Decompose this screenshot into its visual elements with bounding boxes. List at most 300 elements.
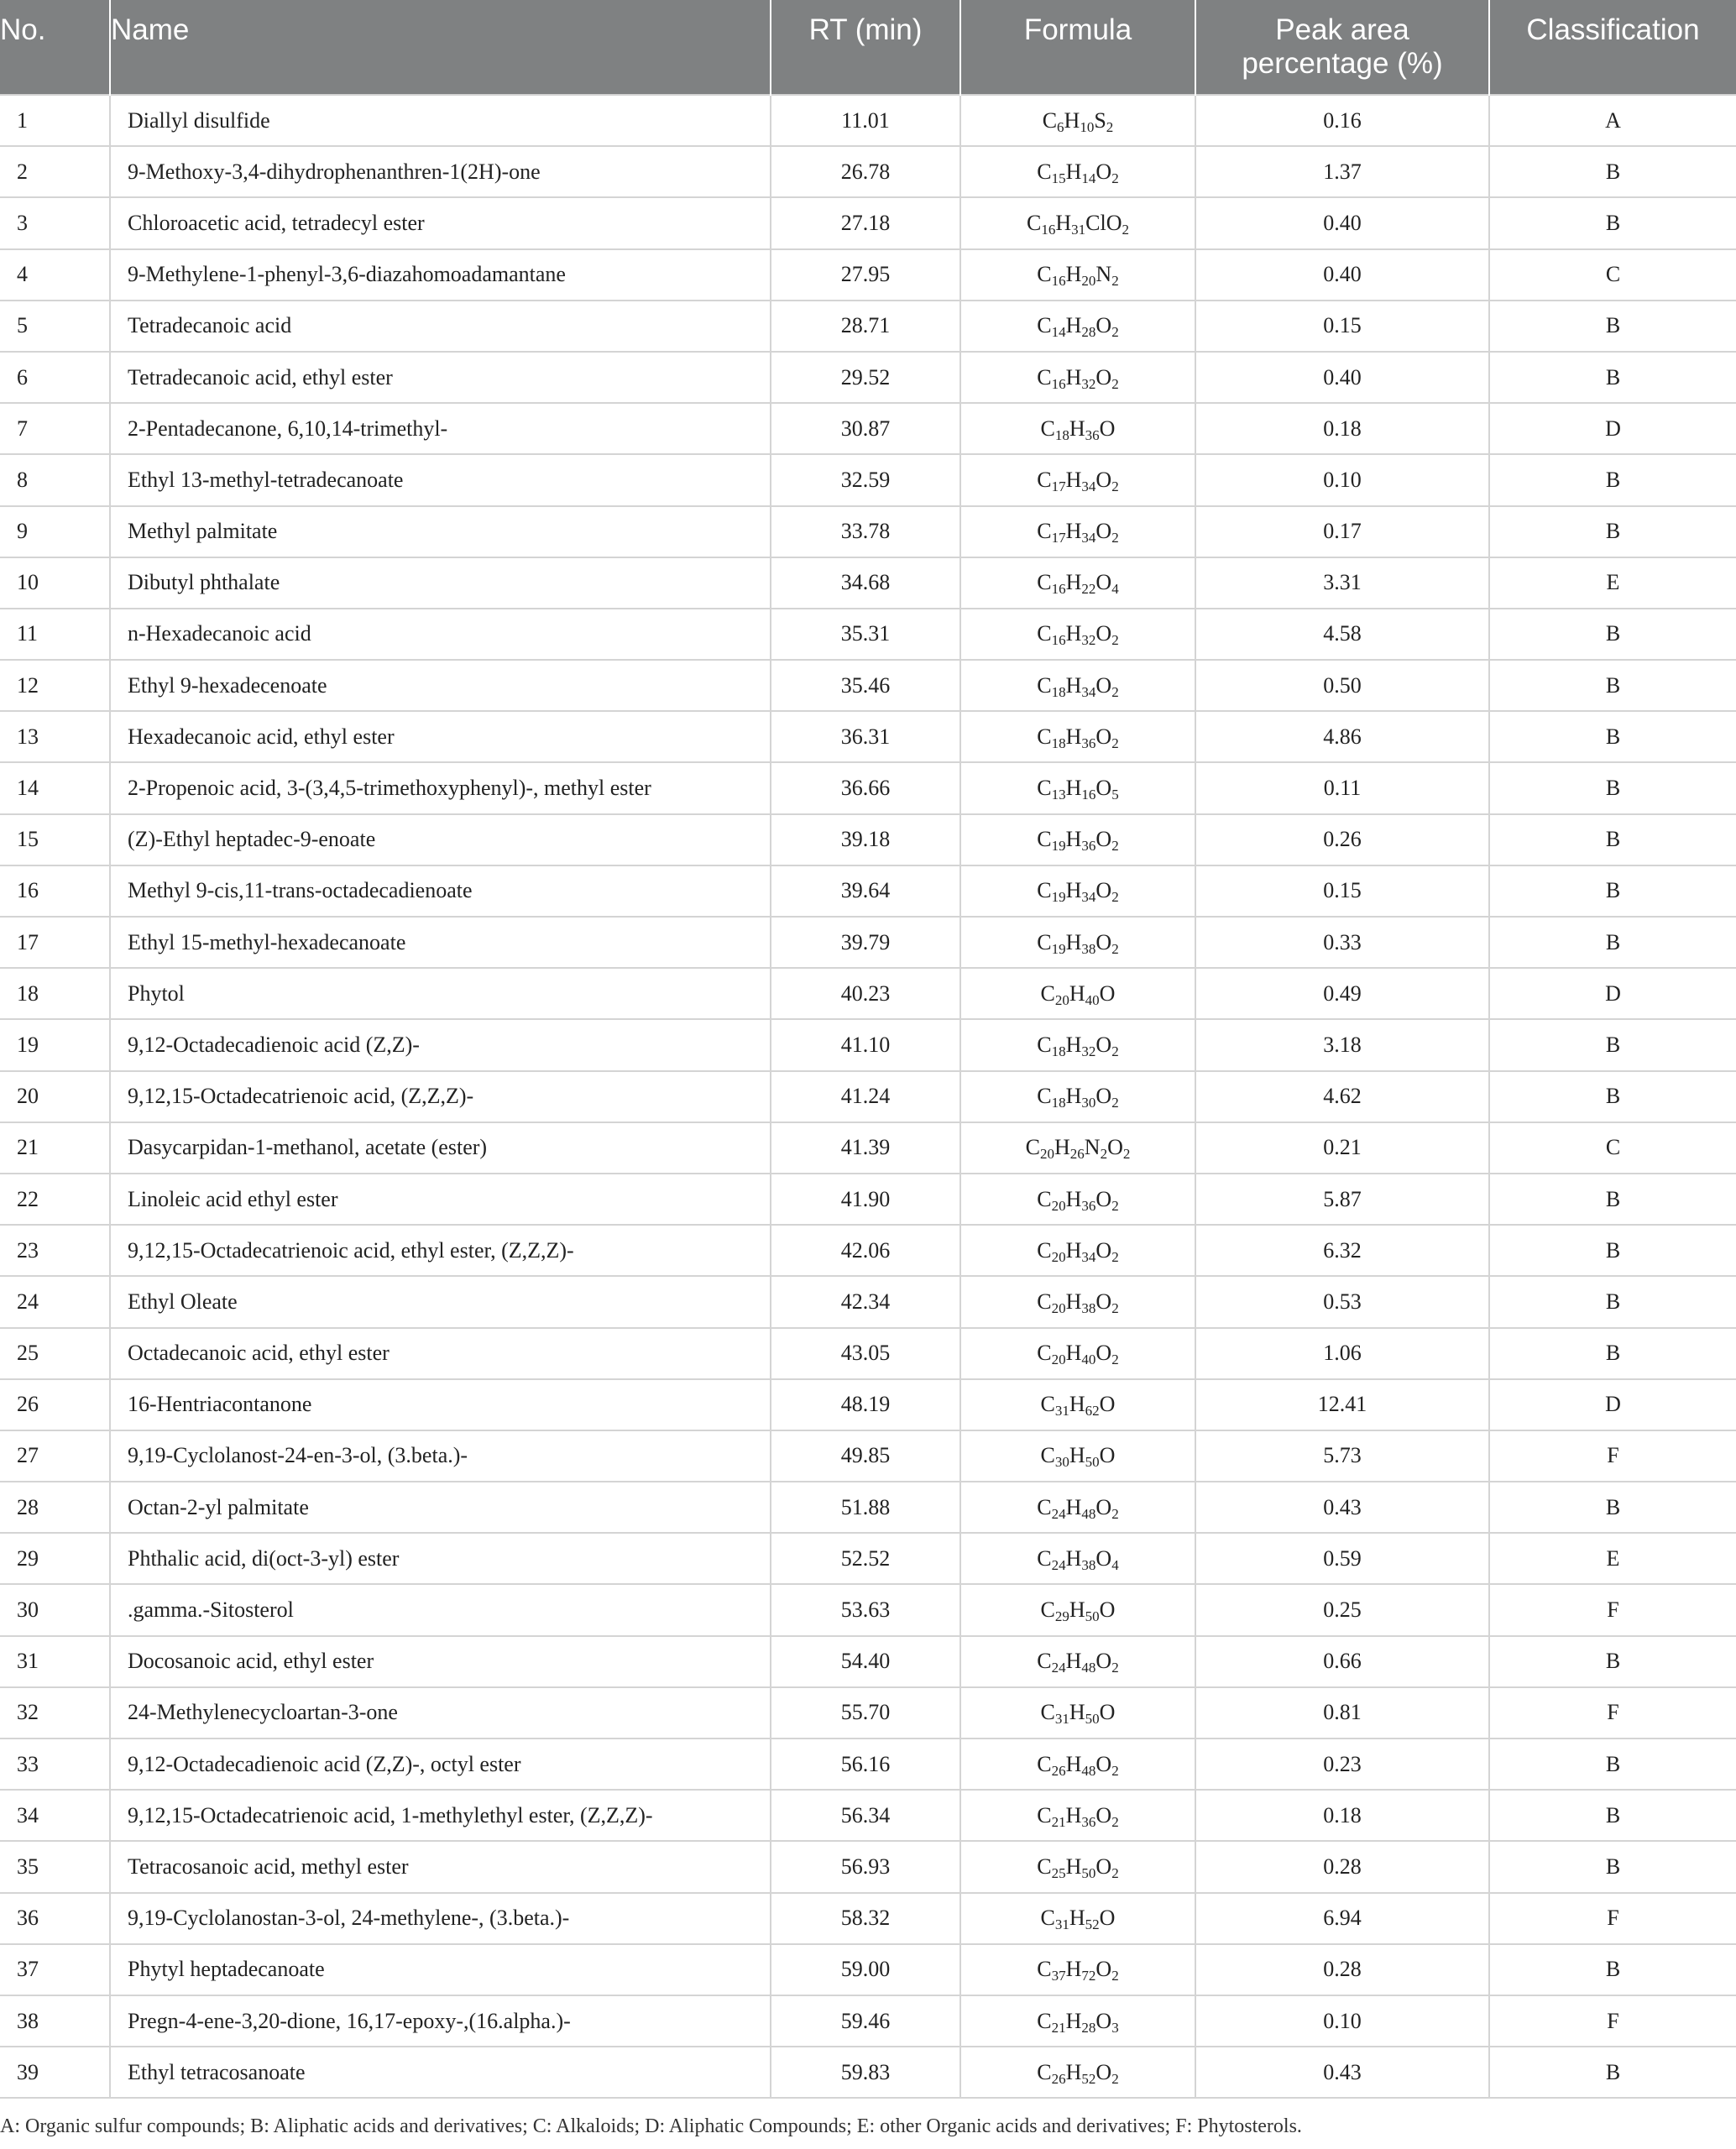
table-row <box>0 1174 1736 1225</box>
cell-name: Ethyl tetracosanoate <box>110 2047 771 2098</box>
table-row <box>0 197 1736 248</box>
cell-formula <box>960 1841 1195 1892</box>
cell-name: Dibutyl phthalate <box>110 557 771 609</box>
chemical-formula: $C_{24}H_{48}O_2$ <box>1037 1494 1119 1522</box>
cell-rt: 59.83 <box>771 2047 960 2098</box>
chemical-formula: $C_{20}H_{38}O_2$ <box>1037 1289 1119 1316</box>
cell-no: 5 <box>0 301 110 352</box>
cell-no: 6 <box>0 352 110 403</box>
cell-name: n-Hexadecanoic acid <box>110 609 771 660</box>
cell-formula <box>960 865 1195 917</box>
cell-peak-area: 0.16 <box>1195 95 1489 146</box>
cell-peak-area: 0.53 <box>1195 1276 1489 1327</box>
cell-formula <box>960 1584 1195 1635</box>
cell-no: 18 <box>0 968 110 1019</box>
cell-classification: D <box>1489 1379 1736 1430</box>
cell-classification: B <box>1489 1482 1736 1533</box>
cell-name: Ethyl 13-methyl-tetradecanoate <box>110 454 771 505</box>
cell-rt: 43.05 <box>771 1328 960 1379</box>
cell-no: 21 <box>0 1122 110 1174</box>
cell-name: Tetradecanoic acid <box>110 301 771 352</box>
cell-peak-area: 0.59 <box>1195 1533 1489 1584</box>
cell-no: 30 <box>0 1584 110 1635</box>
cell-classification: B <box>1489 2047 1736 2098</box>
chemical-formula: $C_{19}H_{38}O_2$ <box>1037 929 1119 957</box>
chemical-formula: $C_{20}H_{40}O$ <box>1040 980 1116 1008</box>
cell-classification: B <box>1489 1790 1736 1841</box>
cell-peak-area: 0.40 <box>1195 197 1489 248</box>
cell-rt: 42.06 <box>771 1225 960 1276</box>
cell-peak-area: 1.06 <box>1195 1328 1489 1379</box>
cell-formula <box>960 352 1195 403</box>
cell-rt: 59.00 <box>771 1944 960 1995</box>
cell-rt: 53.63 <box>771 1584 960 1635</box>
cell-formula <box>960 1174 1195 1225</box>
col-header-formula: Formula <box>960 0 1195 95</box>
cell-rt: 41.10 <box>771 1019 960 1070</box>
cell-name: 9,12,15-Octadecatrienoic acid, ethyl ester, (Z,Z,Z)- <box>110 1225 771 1276</box>
cell-peak-area: 0.40 <box>1195 352 1489 403</box>
cell-formula <box>960 1122 1195 1174</box>
cell-name: 9,19-Cyclolanostan-3-ol, 24-methylene-, (3.beta.)- <box>110 1893 771 1944</box>
cell-peak-area: 1.37 <box>1195 146 1489 197</box>
cell-peak-area: 5.73 <box>1195 1430 1489 1482</box>
table-row <box>0 865 1736 917</box>
cell-no: 34 <box>0 1790 110 1841</box>
chemical-formula: $C_{20}H_{36}O_2$ <box>1037 1186 1119 1214</box>
cell-rt: 35.46 <box>771 660 960 711</box>
cell-formula <box>960 711 1195 762</box>
table-row <box>0 146 1736 197</box>
cell-classification: B <box>1489 1739 1736 1790</box>
cell-rt: 28.71 <box>771 301 960 352</box>
cell-name: Linoleic acid ethyl ester <box>110 1174 771 1225</box>
table-row <box>0 1276 1736 1327</box>
table-row <box>0 249 1736 301</box>
cell-peak-area: 0.11 <box>1195 762 1489 813</box>
cell-classification: B <box>1489 609 1736 660</box>
cell-rt: 40.23 <box>771 968 960 1019</box>
table-row <box>0 1430 1736 1482</box>
cell-classification: F <box>1489 1893 1736 1944</box>
cell-classification: B <box>1489 301 1736 352</box>
table-row <box>0 660 1736 711</box>
cell-peak-area: 0.17 <box>1195 506 1489 557</box>
cell-classification: B <box>1489 814 1736 865</box>
cell-classification: B <box>1489 1636 1736 1687</box>
chemical-formula: $C_{18}H_{36}O_2$ <box>1037 724 1119 751</box>
cell-peak-area: 0.21 <box>1195 1122 1489 1174</box>
cell-peak-area: 0.18 <box>1195 403 1489 454</box>
cell-no: 13 <box>0 711 110 762</box>
cell-name: Methyl palmitate <box>110 506 771 557</box>
chemical-formula: $C_{16}H_{32}O_2$ <box>1037 364 1119 392</box>
cell-no: 23 <box>0 1225 110 1276</box>
cell-formula <box>960 454 1195 505</box>
cell-name: Chloroacetic acid, tetradecyl ester <box>110 197 771 248</box>
cell-no: 1 <box>0 95 110 146</box>
cell-no: 8 <box>0 454 110 505</box>
table-row <box>0 1790 1736 1841</box>
col-header-classification: Classification <box>1489 0 1736 95</box>
cell-formula <box>960 557 1195 609</box>
cell-classification: B <box>1489 711 1736 762</box>
cell-formula <box>960 1276 1195 1327</box>
cell-formula <box>960 1893 1195 1944</box>
cell-classification: B <box>1489 1328 1736 1379</box>
cell-no: 20 <box>0 1071 110 1122</box>
cell-classification: E <box>1489 557 1736 609</box>
cell-name: 9,12,15-Octadecatrienoic acid, 1-methylethyl ester, (Z,Z,Z)- <box>110 1790 771 1841</box>
cell-no: 16 <box>0 865 110 917</box>
table-row <box>0 454 1736 505</box>
table-row <box>0 968 1736 1019</box>
table-row <box>0 1739 1736 1790</box>
chemical-formula: $C_{26}H_{52}O_2$ <box>1037 2059 1119 2087</box>
cell-formula <box>960 1379 1195 1430</box>
cell-formula <box>960 506 1195 557</box>
cell-name: Diallyl disulfide <box>110 95 771 146</box>
cell-peak-area: 0.15 <box>1195 865 1489 917</box>
chemical-formula: $C_{17}H_{34}O_2$ <box>1037 519 1119 546</box>
cell-formula <box>960 1533 1195 1584</box>
chemical-formula: $C_{16}H_{32}O_2$ <box>1037 621 1119 649</box>
table-row <box>0 95 1736 146</box>
cell-name: Dasycarpidan-1-methanol, acetate (ester) <box>110 1122 771 1174</box>
cell-peak-area: 6.94 <box>1195 1893 1489 1944</box>
cell-name: (Z)-Ethyl heptadec-9-enoate <box>110 814 771 865</box>
chemical-formula: $C_{31}H_{52}O$ <box>1040 1906 1116 1933</box>
cell-rt: 41.90 <box>771 1174 960 1225</box>
table-body <box>0 95 1736 2098</box>
chemical-formula: $C_{19}H_{34}O_2$ <box>1037 878 1119 906</box>
table-row <box>0 1328 1736 1379</box>
cell-name: 2-Pentadecanone, 6,10,14-trimethyl- <box>110 403 771 454</box>
cell-name: Pregn-4-ene-3,20-dione, 16,17-epoxy-,(16.alpha.)- <box>110 1995 771 2047</box>
col-header-no: No. <box>0 0 110 95</box>
table-row <box>0 609 1736 660</box>
cell-rt: 39.79 <box>771 917 960 968</box>
cell-rt: 32.59 <box>771 454 960 505</box>
cell-classification: B <box>1489 917 1736 968</box>
cell-name: Tetracosanoic acid, methyl ester <box>110 1841 771 1892</box>
cell-rt: 41.24 <box>771 1071 960 1122</box>
cell-peak-area: 0.43 <box>1195 2047 1489 2098</box>
cell-peak-area: 0.23 <box>1195 1739 1489 1790</box>
cell-name: Octan-2-yl palmitate <box>110 1482 771 1533</box>
cell-formula <box>960 1687 1195 1739</box>
table-row <box>0 352 1736 403</box>
cell-name: 16-Hentriacontanone <box>110 1379 771 1430</box>
chemical-formula: $C_{20}H_{26}N_2O_2$ <box>1025 1135 1131 1163</box>
cell-no: 10 <box>0 557 110 609</box>
col-header-peak-line1: Peak area <box>1275 13 1409 46</box>
cell-no: 25 <box>0 1328 110 1379</box>
table-row <box>0 1225 1736 1276</box>
table-row <box>0 301 1736 352</box>
cell-no: 15 <box>0 814 110 865</box>
cell-formula <box>960 1636 1195 1687</box>
cell-no: 38 <box>0 1995 110 2047</box>
cell-formula <box>960 1790 1195 1841</box>
cell-rt: 42.34 <box>771 1276 960 1327</box>
cell-name: 9,12-Octadecadienoic acid (Z,Z)- <box>110 1019 771 1070</box>
cell-peak-area: 6.32 <box>1195 1225 1489 1276</box>
cell-classification: D <box>1489 968 1736 1019</box>
cell-formula <box>960 1482 1195 1533</box>
cell-formula <box>960 1071 1195 1122</box>
cell-classification: D <box>1489 403 1736 454</box>
cell-rt: 39.18 <box>771 814 960 865</box>
table-row <box>0 1533 1736 1584</box>
table-row <box>0 917 1736 968</box>
cell-formula <box>960 146 1195 197</box>
cell-no: 14 <box>0 762 110 813</box>
chemical-formula: $C_{30}H_{50}O$ <box>1040 1443 1116 1471</box>
cell-formula <box>960 1739 1195 1790</box>
cell-no: 39 <box>0 2047 110 2098</box>
cell-rt: 52.52 <box>771 1533 960 1584</box>
cell-peak-area: 0.66 <box>1195 1636 1489 1687</box>
cell-peak-area: 0.10 <box>1195 454 1489 505</box>
chemical-formula: $C_{13}H_{16}O_5$ <box>1037 776 1119 803</box>
cell-rt: 55.70 <box>771 1687 960 1739</box>
cell-no: 11 <box>0 609 110 660</box>
chemical-formula: $C_{31}H_{50}O$ <box>1040 1700 1116 1728</box>
cell-no: 37 <box>0 1944 110 1995</box>
chemical-formula: $C_{14}H_{28}O_2$ <box>1037 313 1119 341</box>
cell-name: 9-Methylene-1-phenyl-3,6-diazahomoadamantane <box>110 249 771 301</box>
cell-rt: 29.52 <box>771 352 960 403</box>
chemical-formula: $C_{18}H_{30}O_2$ <box>1037 1084 1119 1111</box>
cell-classification: B <box>1489 1944 1736 1995</box>
chemical-formula: $C_{18}H_{36}O$ <box>1040 416 1116 443</box>
chemical-formula: $C_{18}H_{34}O_2$ <box>1037 672 1119 700</box>
cell-no: 2 <box>0 146 110 197</box>
chemical-formula: $C_{26}H_{48}O_2$ <box>1037 1751 1119 1779</box>
cell-rt: 54.40 <box>771 1636 960 1687</box>
cell-formula <box>960 403 1195 454</box>
table-row <box>0 557 1736 609</box>
cell-formula <box>960 660 1195 711</box>
cell-peak-area: 0.50 <box>1195 660 1489 711</box>
cell-classification: F <box>1489 1584 1736 1635</box>
cell-classification: B <box>1489 865 1736 917</box>
cell-no: 12 <box>0 660 110 711</box>
cell-peak-area: 3.31 <box>1195 557 1489 609</box>
chemical-formula: $C_{20}H_{34}O_2$ <box>1037 1237 1119 1265</box>
cell-name: Phytol <box>110 968 771 1019</box>
cell-peak-area: 0.18 <box>1195 1790 1489 1841</box>
chemical-formula: $C_{21}H_{36}O_2$ <box>1037 1802 1119 1830</box>
cell-rt: 35.31 <box>771 609 960 660</box>
cell-no: 3 <box>0 197 110 248</box>
cell-formula <box>960 1328 1195 1379</box>
cell-formula <box>960 249 1195 301</box>
col-header-rt: RT (min) <box>771 0 960 95</box>
chemical-formula: $C_{15}H_{14}O_2$ <box>1037 159 1119 186</box>
cell-no: 17 <box>0 917 110 968</box>
chemical-formula: $C_{16}H_{31}ClO_2$ <box>1027 210 1129 238</box>
cell-no: 28 <box>0 1482 110 1533</box>
cell-classification: B <box>1489 506 1736 557</box>
cell-peak-area: 0.28 <box>1195 1944 1489 1995</box>
cell-peak-area: 4.58 <box>1195 609 1489 660</box>
cell-rt: 27.18 <box>771 197 960 248</box>
cell-formula <box>960 762 1195 813</box>
cell-formula <box>960 609 1195 660</box>
cell-rt: 26.78 <box>771 146 960 197</box>
cell-classification: A <box>1489 95 1736 146</box>
cell-rt: 41.39 <box>771 1122 960 1174</box>
cell-formula <box>960 95 1195 146</box>
cell-rt: 36.31 <box>771 711 960 762</box>
cell-classification: B <box>1489 454 1736 505</box>
cell-peak-area: 0.49 <box>1195 968 1489 1019</box>
chemical-formula: $C_{18}H_{32}O_2$ <box>1037 1032 1119 1059</box>
cell-peak-area: 4.86 <box>1195 711 1489 762</box>
cell-no: 24 <box>0 1276 110 1327</box>
cell-rt: 56.34 <box>771 1790 960 1841</box>
cell-rt: 58.32 <box>771 1893 960 1944</box>
cell-peak-area: 0.15 <box>1195 301 1489 352</box>
table-row <box>0 1995 1736 2047</box>
table-row <box>0 1071 1736 1122</box>
cell-name: 9,19-Cyclolanost-24-en-3-ol, (3.beta.)- <box>110 1430 771 1482</box>
cell-no: 35 <box>0 1841 110 1892</box>
cell-formula <box>960 917 1195 968</box>
cell-classification: B <box>1489 1071 1736 1122</box>
cell-peak-area: 0.25 <box>1195 1584 1489 1635</box>
table-row <box>0 1584 1736 1635</box>
cell-classification: F <box>1489 1430 1736 1482</box>
cell-peak-area: 0.40 <box>1195 249 1489 301</box>
cell-name: Phthalic acid, di(oct-3-yl) ester <box>110 1533 771 1584</box>
cell-peak-area: 12.41 <box>1195 1379 1489 1430</box>
cell-classification: B <box>1489 1174 1736 1225</box>
cell-no: 19 <box>0 1019 110 1070</box>
chemical-formula: $C_{25}H_{50}O_2$ <box>1037 1854 1119 1881</box>
cell-classification: B <box>1489 352 1736 403</box>
cell-name: Octadecanoic acid, ethyl ester <box>110 1328 771 1379</box>
chemical-formula: $C_{20}H_{40}O_2$ <box>1037 1341 1119 1368</box>
cell-rt: 33.78 <box>771 506 960 557</box>
cell-peak-area: 4.62 <box>1195 1071 1489 1122</box>
table-row <box>0 1687 1736 1739</box>
cell-no: 26 <box>0 1379 110 1430</box>
cell-rt: 30.87 <box>771 403 960 454</box>
cell-name: Ethyl 15-methyl-hexadecanoate <box>110 917 771 968</box>
chemical-formula: $C_{16}H_{22}O_4$ <box>1037 570 1119 598</box>
cell-classification: B <box>1489 1276 1736 1327</box>
cell-rt: 36.66 <box>771 762 960 813</box>
chemical-formula: $C_{21}H_{28}O_3$ <box>1037 2008 1119 2036</box>
cell-name: Hexadecanoic acid, ethyl ester <box>110 711 771 762</box>
header-row <box>0 0 1736 95</box>
table-row <box>0 1122 1736 1174</box>
cell-rt: 59.46 <box>771 1995 960 2047</box>
cell-classification: E <box>1489 1533 1736 1584</box>
cell-formula <box>960 2047 1195 2098</box>
cell-classification: B <box>1489 197 1736 248</box>
chemical-formula: $C_{24}H_{38}O_4$ <box>1037 1545 1119 1573</box>
cell-formula <box>960 814 1195 865</box>
cell-name: Methyl 9-cis,11-trans-octadecadienoate <box>110 865 771 917</box>
chemical-formula: $C_{37}H_{72}O_2$ <box>1037 1957 1119 1984</box>
chemical-formula: $C_6H_{10}S_2$ <box>1042 107 1114 135</box>
cell-peak-area: 0.43 <box>1195 1482 1489 1533</box>
cell-no: 29 <box>0 1533 110 1584</box>
cell-rt: 27.95 <box>771 249 960 301</box>
table-row <box>0 711 1736 762</box>
cell-classification: B <box>1489 1019 1736 1070</box>
cell-name: 9-Methoxy-3,4-dihydrophenanthren-1(2H)-one <box>110 146 771 197</box>
cell-name: 9,12-Octadecadienoic acid (Z,Z)-, octyl ester <box>110 1739 771 1790</box>
chemical-formula: $C_{29}H_{50}O$ <box>1040 1597 1116 1625</box>
cell-no: 27 <box>0 1430 110 1482</box>
cell-peak-area: 0.26 <box>1195 814 1489 865</box>
cell-name: .gamma.-Sitosterol <box>110 1584 771 1635</box>
cell-peak-area: 5.87 <box>1195 1174 1489 1225</box>
cell-formula <box>960 1995 1195 2047</box>
cell-rt: 39.64 <box>771 865 960 917</box>
cell-classification: F <box>1489 1995 1736 2047</box>
col-header-name: Name <box>110 0 771 95</box>
table-row <box>0 1944 1736 1995</box>
table-row <box>0 2047 1736 2098</box>
cell-rt: 56.93 <box>771 1841 960 1892</box>
chemical-formula: $C_{19}H_{36}O_2$ <box>1037 827 1119 855</box>
cell-classification: C <box>1489 1122 1736 1174</box>
cell-no: 4 <box>0 249 110 301</box>
cell-peak-area: 3.18 <box>1195 1019 1489 1070</box>
cell-no: 31 <box>0 1636 110 1687</box>
cell-rt: 49.85 <box>771 1430 960 1482</box>
table-row <box>0 506 1736 557</box>
cell-classification: B <box>1489 146 1736 197</box>
cell-no: 32 <box>0 1687 110 1739</box>
cell-rt: 51.88 <box>771 1482 960 1533</box>
cell-rt: 56.16 <box>771 1739 960 1790</box>
chemical-formula: $C_{24}H_{48}O_2$ <box>1037 1649 1119 1676</box>
cell-no: 9 <box>0 506 110 557</box>
cell-no: 22 <box>0 1174 110 1225</box>
cell-formula <box>960 197 1195 248</box>
table-footnote: A: Organic sulfur compounds; B: Aliphatic acids and derivatives; C: Alkaloids; D: Aliphatic Compounds; E: other Organic acids and derivatives; F: Phytosterols. <box>0 2115 1302 2137</box>
col-header-peak-line2: percentage (%) <box>1242 47 1443 80</box>
table-row <box>0 1893 1736 1944</box>
col-header-peak-area <box>1195 0 1489 95</box>
cell-name: 24-Methylenecycloartan-3-one <box>110 1687 771 1739</box>
cell-classification: B <box>1489 1841 1736 1892</box>
cell-rt: 11.01 <box>771 95 960 146</box>
cell-peak-area: 0.33 <box>1195 917 1489 968</box>
cell-classification: B <box>1489 1225 1736 1276</box>
cell-formula <box>960 1225 1195 1276</box>
cell-classification: F <box>1489 1687 1736 1739</box>
cell-peak-area: 0.81 <box>1195 1687 1489 1739</box>
chemical-formula: $C_{17}H_{34}O_2$ <box>1037 467 1119 494</box>
cell-rt: 34.68 <box>771 557 960 609</box>
cell-formula <box>960 968 1195 1019</box>
chemical-formula: $C_{31}H_{62}O$ <box>1040 1392 1116 1420</box>
cell-no: 7 <box>0 403 110 454</box>
cell-no: 36 <box>0 1893 110 1944</box>
table-row <box>0 762 1736 813</box>
cell-name: Tetradecanoic acid, ethyl ester <box>110 352 771 403</box>
cell-peak-area: 0.10 <box>1195 1995 1489 2047</box>
table-row <box>0 403 1736 454</box>
